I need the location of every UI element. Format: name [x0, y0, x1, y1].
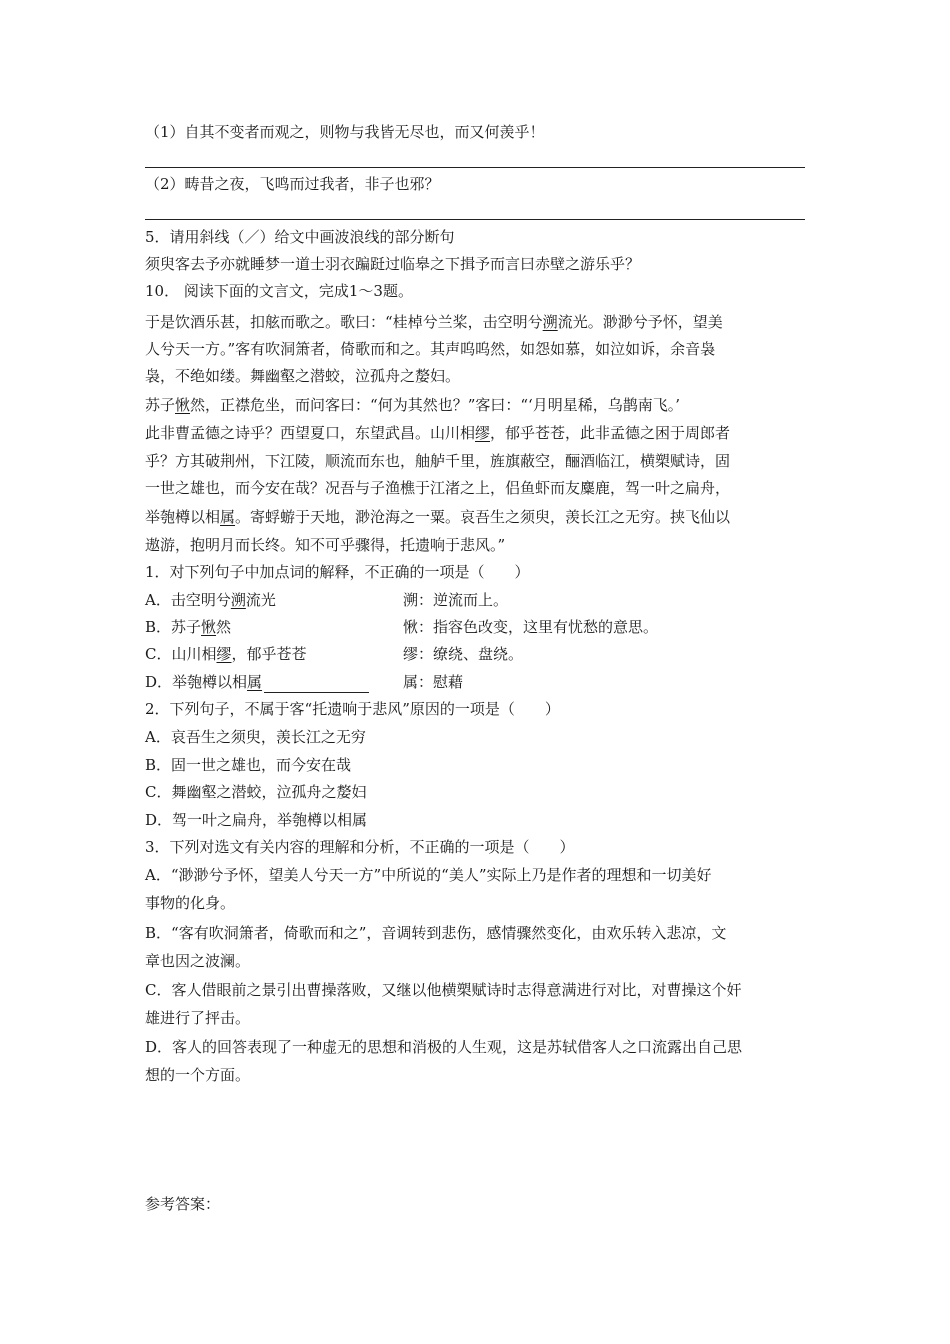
- subq-1-option-d: D．举匏樽以相属: [145, 671, 369, 693]
- question-5-title: 5．请用斜线（／）给文中画波浪线的部分断句: [145, 228, 455, 246]
- subq-3-option-d-line-1: D．客人的回答表现了一种虚无的思想和消极的人生观，这是苏轼借客人之口流露出自己思: [145, 1038, 743, 1056]
- subq-2-option-a: A．哀吾生之须臾，羡长江之无穷: [145, 728, 366, 746]
- dotted-word: 属: [220, 508, 236, 526]
- subq-3-option-c-line-2: 雄进行了抨击。: [145, 1009, 251, 1027]
- subq-2-option-b: B．固一世之雄也，而今安在哉: [145, 756, 352, 774]
- subq-1-stem: 1．对下列句子中加点词的解释，不正确的一项是（ ）: [145, 563, 530, 581]
- answer-line-2: [145, 219, 805, 220]
- passage-p2-line-3: 乎？方其破荆州，下江陵，顺流而东也，舳舻千里，旌旗蔽空，酾酒临江，横槊赋诗，固: [145, 452, 731, 470]
- answers-heading: 参考答案：: [145, 1195, 221, 1213]
- dotted-word: 愀: [175, 396, 191, 414]
- passage-p1-line-2: 人兮天一方。”客有吹洞箫者，倚歌而和之。其声呜呜然，如怨如慕，如泣如诉，余音袅: [145, 340, 716, 358]
- passage-p2-line-1: 苏子愀然，正襟危坐，而问客曰：“何为其然也？”客曰：“‘月明星稀，乌鹊南飞。’: [145, 396, 681, 414]
- passage-p1-line-1: 于是饮酒乐甚，扣舷而歌之。歌曰：“桂棹兮兰桨，击空明兮溯流光。渺渺兮予怀，望美: [145, 313, 723, 331]
- passage-p2-line-4: 一世之雄也，而今安在哉？况吾与子渔樵于江渚之上，侣鱼虾而友麋鹿，驾一叶之扁舟，: [145, 479, 731, 497]
- question-5-text: 须臾客去予亦就睡梦一道士羽衣蹁跹过临皋之下揖予而言曰赤壁之游乐乎？: [145, 255, 641, 273]
- subq-3-option-d-line-2: 想的一个方面。: [145, 1066, 251, 1084]
- subq-2-option-d: D．驾一叶之扁舟，举匏樽以相属: [145, 811, 368, 829]
- translation-item-2: （2）畴昔之夜，飞鸣而过我者，非子也邪？: [145, 175, 440, 193]
- passage-p2-line-6: 遨游，抱明月而长终。知不可乎骤得，托遗响于悲风。”: [145, 536, 506, 554]
- dotted-word: 缪: [475, 424, 491, 442]
- translation-item-1: （1）自其不变者而观之，则物与我皆无尽也，而又何羡乎！: [145, 123, 545, 141]
- subq-3-option-a-line-1: A．“渺渺兮予怀，望美人兮天一方”中所说的“美人”实际上乃是作者的理想和一切美好: [145, 866, 712, 884]
- dotted-word: 溯: [542, 313, 558, 331]
- passage-p1-line-3: 袅，不绝如缕。舞幽壑之潜蛟，泣孤舟之嫠妇。: [145, 367, 461, 385]
- question-10-title: 10． 阅读下面的文言文，完成1～3题。: [145, 282, 413, 300]
- subq-2-stem: 2．下列句子，不属于客“托遗响于悲风”原因的一项是（ ）: [145, 700, 560, 718]
- subq-1-option-a-explanation: 溯：逆流而上。: [403, 591, 509, 609]
- blank-underline: [264, 676, 369, 693]
- subq-3-option-b-line-1: B．“客有吹洞箫者，倚歌而和之”，音调转到悲伤，感情骤然变化，由欢乐转入悲凉，文: [145, 924, 727, 942]
- subq-1-option-c: C．山川相缪，郁乎苍苍: [145, 645, 307, 663]
- subq-1-option-b-explanation: 愀：指容色改变，这里有忧愁的意思。: [403, 618, 659, 636]
- subq-3-option-b-line-2: 章也因之波澜。: [145, 952, 251, 970]
- subq-1-option-a: A．击空明兮溯流光: [145, 591, 276, 609]
- subq-3-option-c-line-1: C．客人借眼前之景引出曹操落败，又继以他横槊赋诗时志得意满进行对比，对曹操这个奸: [145, 981, 742, 999]
- passage-p2-line-2: 此非曹孟德之诗乎？西望夏口，东望武昌。山川相缪，郁乎苍苍，此非孟德之困于周郎者: [145, 424, 731, 442]
- subq-3-option-a-line-2: 事物的化身。: [145, 894, 236, 912]
- passage-p2-line-5: 举匏樽以相属。寄蜉蝣于天地，渺沧海之一粟。哀吾生之须臾，羡长江之无穷。挟飞仙以: [145, 508, 731, 526]
- subq-1-option-b: B．苏子愀然: [145, 618, 232, 636]
- subq-3-stem: 3．下列对选文有关内容的理解和分析，不正确的一项是（ ）: [145, 838, 575, 856]
- subq-1-option-c-explanation: 缪：缭绕、盘绕。: [403, 645, 524, 663]
- subq-2-option-c: C．舞幽壑之潜蛟，泣孤舟之嫠妇: [145, 783, 367, 801]
- answer-line-1: [145, 167, 805, 168]
- subq-1-option-d-explanation: 属：慰藉: [403, 673, 464, 691]
